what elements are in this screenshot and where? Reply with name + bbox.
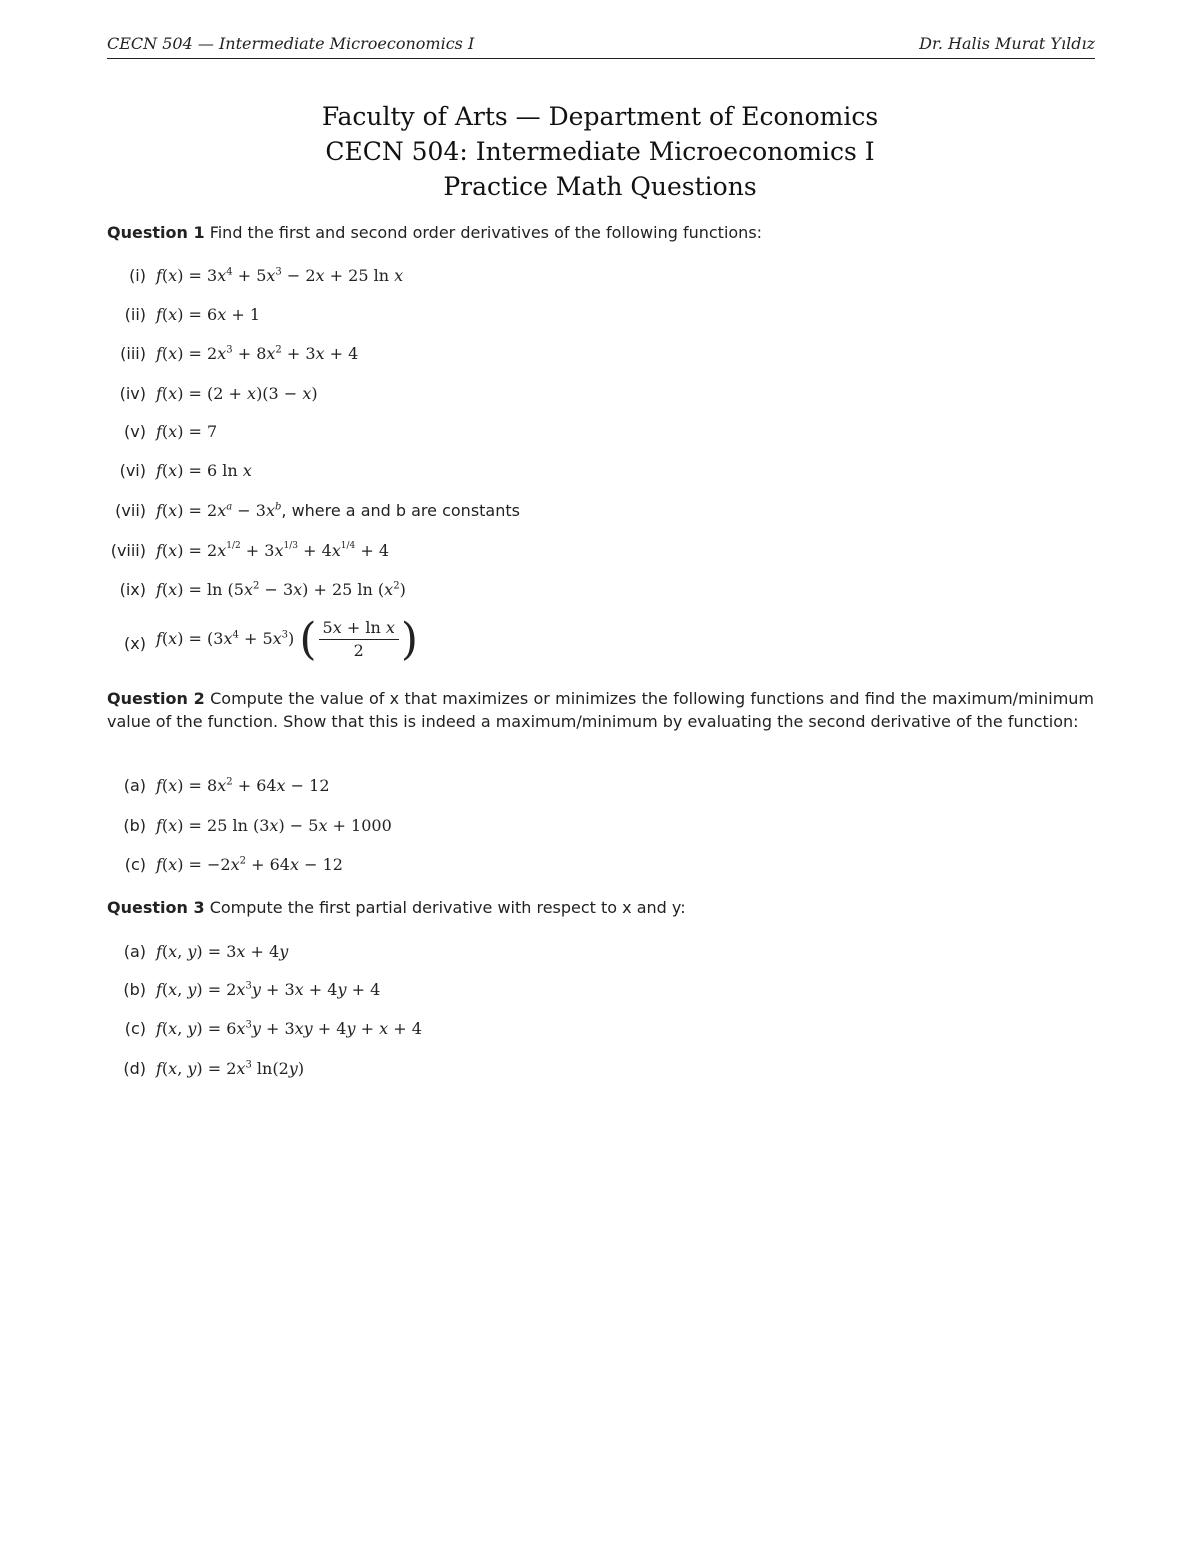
formula: $f(x) = 2x^a - 3x^b$, where a and b are constants bbox=[156, 501, 520, 520]
formula: f(x) = 6 ln x bbox=[156, 461, 252, 480]
question-1-item-iii bbox=[0, 344, 1100, 370]
item-label: (ix) bbox=[119, 580, 146, 599]
question-1-item-viii bbox=[0, 541, 1100, 567]
question-3-item-d bbox=[0, 1059, 1100, 1085]
question-2-item-a bbox=[0, 776, 1100, 802]
constants-note: , where a and b are constants bbox=[281, 501, 520, 520]
question-1-item-vi bbox=[0, 461, 1100, 487]
item-label: (x) bbox=[124, 634, 146, 653]
formula: $f(x) = -2x^2 + 64x - 12$ bbox=[156, 855, 343, 874]
question-2-prompt bbox=[107, 687, 1094, 733]
formula: f(x, $y) = 6x^3y + 3xy + 4y + x + 4$ bbox=[156, 1019, 422, 1038]
question-3-item-a bbox=[0, 942, 1100, 968]
question-1-item-i bbox=[0, 266, 1100, 292]
item-label: (c) bbox=[124, 1019, 146, 1038]
formula: f(x, $y) = 2x^3$ ln(2y) bbox=[156, 1059, 305, 1078]
question-1-item-x bbox=[0, 614, 1100, 670]
header-instructor: Dr. Halis Murat Yıldız bbox=[919, 34, 1095, 53]
running-header bbox=[107, 34, 1095, 59]
formula: f(x) = (2 + x)(3 − x) bbox=[156, 384, 318, 403]
question-2-text: Compute the value of x that maximizes or minimizes the following functions and find the maximum/minimum value of the function. Show that this is indeed a maximum/minimum by evaluating the second derivative of the function: bbox=[107, 689, 1095, 731]
formula: f(x) = 7 bbox=[156, 422, 218, 441]
item-label: (vii) bbox=[115, 501, 146, 520]
formula: f(x) = 25 ln (3x) − 5x + 1000 bbox=[156, 816, 392, 835]
item-label: (iv) bbox=[119, 384, 146, 403]
item-label: (c) bbox=[124, 855, 146, 874]
question-1-text: Find the first and second order derivatives of the following functions: bbox=[209, 223, 763, 242]
title-course: CECN 504: Intermediate Microeconomics I bbox=[325, 137, 875, 166]
formula: $f(x) = 2x^3 + 8x^2 + 3x + 4$ bbox=[156, 344, 359, 363]
question-1-item-ii bbox=[0, 305, 1100, 331]
item-label: (i) bbox=[129, 266, 146, 285]
item-label: (a) bbox=[123, 776, 146, 795]
formula: $f(x) = \ln (5x^2 - 3x) + 25$ $\ln (x^2)$ bbox=[156, 580, 406, 599]
question-3-item-b bbox=[0, 980, 1100, 1006]
question-2-item-c bbox=[0, 855, 1100, 881]
item-label: (a) bbox=[123, 942, 146, 961]
item-label: (v) bbox=[124, 422, 146, 441]
question-1-item-iv bbox=[0, 384, 1100, 410]
question-2-label: Question 2 bbox=[107, 689, 205, 708]
question-1-prompt bbox=[107, 223, 762, 242]
formula: f(x) = 6x + 1 bbox=[156, 305, 260, 324]
formula: $f(x) = 3x^4 + 5x^3 - 2x + 25$ ln x bbox=[156, 266, 404, 285]
item-label: (ii) bbox=[124, 305, 146, 324]
question-1-item-v bbox=[0, 422, 1100, 448]
question-1-label: Question 1 bbox=[107, 223, 205, 242]
item-label: (vi) bbox=[119, 461, 146, 480]
formula: $f(x) = 2x^{1/2} + 3x^{1/3} + 4x^{1/4} + 4$ bbox=[156, 541, 390, 560]
item-label: (iii) bbox=[120, 344, 146, 363]
formula: f(x, $y) = 2x^3y + 3x + 4y + 4$ bbox=[156, 980, 381, 999]
formula: f(x, y) = 3x + 4y bbox=[156, 942, 289, 961]
item-label: (viii) bbox=[110, 541, 146, 560]
question-2-item-b bbox=[0, 816, 1100, 842]
title-document: Practice Math Questions bbox=[443, 172, 757, 201]
question-1-item-vii bbox=[0, 501, 1100, 527]
item-label: (b) bbox=[123, 816, 146, 835]
title-faculty: Faculty of Arts — Department of Economics bbox=[321, 102, 879, 131]
question-1-item-ix bbox=[0, 580, 1100, 606]
question-3-label: Question 3 bbox=[107, 898, 205, 917]
item-label: (b) bbox=[123, 980, 146, 999]
question-3-item-c bbox=[0, 1019, 1100, 1045]
header-course: CECN 504 — Intermediate Microeconomics I bbox=[107, 34, 475, 53]
formula: $f(x) = 8x^2 + 64x - 12$ bbox=[156, 776, 330, 795]
formula: $f(x) = (3x^4 + 5x^3)$ ( $\frac{\text{5x + ln x}}{2}$ ) bbox=[156, 614, 419, 665]
question-3-prompt bbox=[107, 898, 686, 917]
item-label: (d) bbox=[123, 1059, 146, 1078]
question-3-text: Compute the first partial derivative with respect to x and y: bbox=[209, 898, 686, 917]
